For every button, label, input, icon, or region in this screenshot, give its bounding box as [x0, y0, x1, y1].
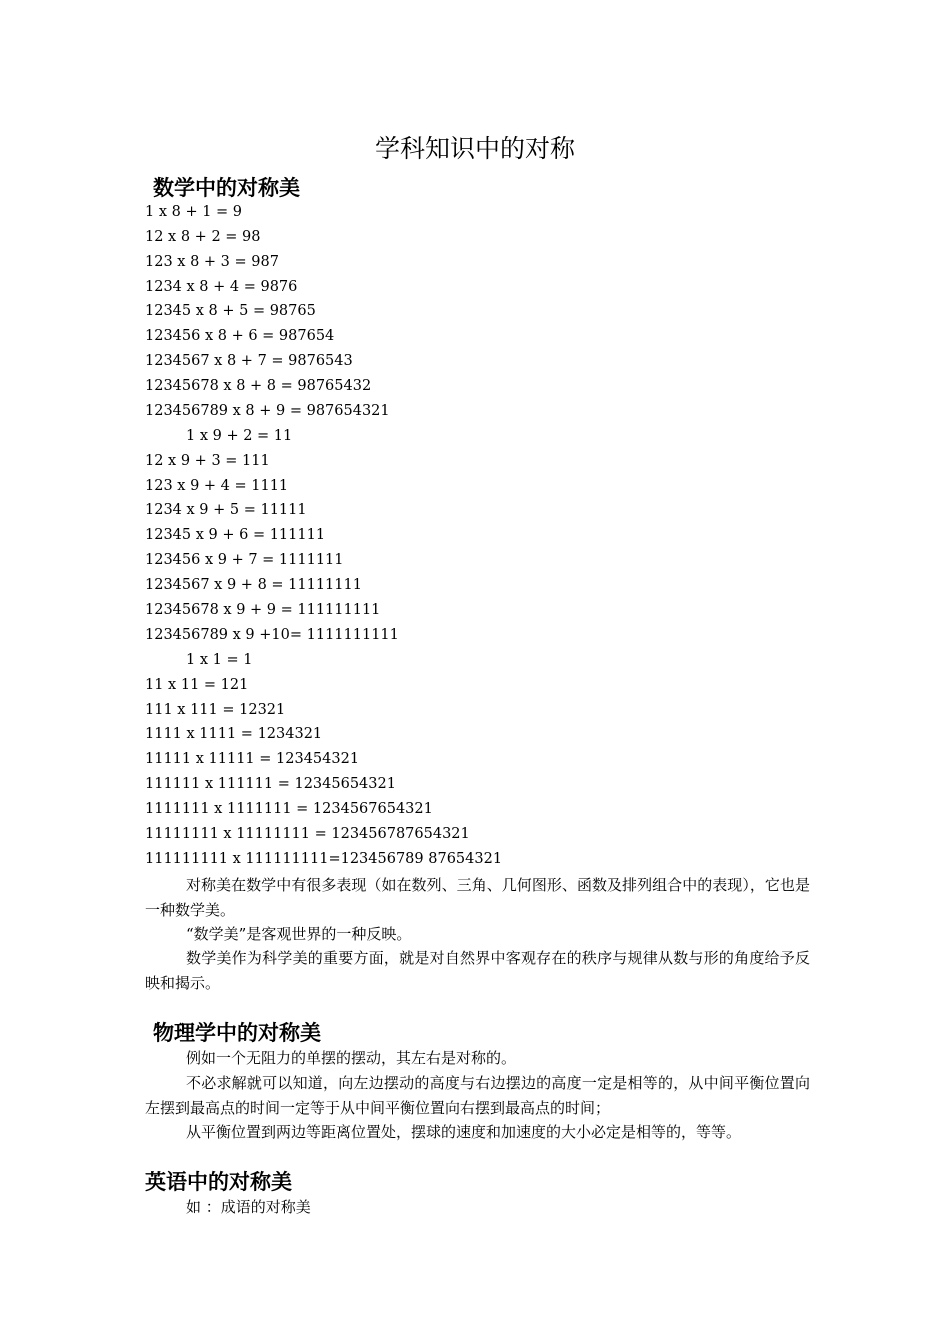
math-paragraph: 对称美在数学中有很多表现（如在数列、三角、几何图形、函数及排列组合中的表现），它也是 一种数学美。 — [145, 876, 810, 919]
equation-line: 123456789 x 9 +10= 1111111111 — [145, 627, 399, 643]
equation-line: 123 x 9 + 4 = 1111 — [145, 478, 289, 494]
equation-line: 12345678 x 8 + 8 = 98765432 — [145, 378, 372, 394]
physics-paragraph: 从平衡位置到两边等距离位置处，摆球的速度和加速度的大小必定是相等的，等等。 — [186, 1123, 742, 1141]
equation-line: 12345 x 9 + 6 = 111111 — [145, 527, 326, 543]
physics-heading: 物理学中的对称美 — [153, 1021, 321, 1045]
equation-line: 123456 x 8 + 6 = 987654 — [145, 328, 335, 344]
equation-line: 1111 x 1111 = 1234321 — [145, 726, 323, 742]
equation-line: 1 x 9 + 2 = 11 — [186, 428, 293, 444]
document-title: 学科知识中的对称 — [374, 134, 575, 163]
equation-line: 123456789 x 8 + 9 = 987654321 — [145, 403, 390, 419]
english-paragraph: 如 ：成语的对称美 — [186, 1198, 311, 1216]
math-paragraph: 数学美作为科学美的重要方面，就是对自然界中客观存在的秩序与规律从数与形的角度给予反映和揭示。 — [145, 949, 810, 992]
equation-line: 1 x 8 + 1 = 9 — [145, 204, 243, 220]
equation-line: 111 x 111 = 12321 — [145, 702, 286, 718]
math-heading: 数学中的对称美 — [153, 176, 300, 200]
equation-line: 1234567 x 8 + 7 = 9876543 — [145, 353, 353, 369]
equation-line: 11111 x 11111 = 123454321 — [145, 751, 360, 767]
english-heading: 英语中的对称美 — [145, 1170, 292, 1194]
equation-line: 123456 x 9 + 7 = 1111111 — [145, 552, 344, 568]
equation-line: 12 x 8 + 2 = 98 — [145, 229, 261, 245]
physics-paragraph: 例如一个无阻力的单摆的摆动，其左右是对称的。 — [186, 1049, 517, 1067]
equation-line: 12345678 x 9 + 9 = 111111111 — [145, 602, 381, 618]
equation-line: 1234567 x 9 + 8 = 11111111 — [145, 577, 362, 593]
equation-line: 111111 x 111111 = 12345654321 — [145, 776, 396, 792]
equation-line: 11 x 11 = 121 — [145, 677, 249, 693]
physics-paragraph: 不必求解就可以知道，向左边摆动的高度与右边摆边的高度一定是相等的，从中间平衡位置向左摆到最高点的时间一定等于从中间平衡位置向右摆到最高点的时间； — [145, 1074, 810, 1117]
equation-line: 1 x 1 = 1 — [186, 652, 253, 668]
equation-line: 1234 x 8 + 4 = 9876 — [145, 279, 298, 295]
equation-line: 11111111 x 11111111 = 123456787654321 — [145, 826, 470, 842]
equation-line: 12345 x 8 + 5 = 98765 — [145, 303, 316, 319]
math-paragraph: “数学美”是客观世界的一种反映。 — [186, 925, 412, 943]
equation-line: 1111111 x 1111111 = 1234567654321 — [145, 801, 433, 817]
equation-line: 123 x 8 + 3 = 987 — [145, 254, 279, 270]
equation-line: 111111111 x 111111111=123456789 87654321 — [145, 851, 503, 867]
equation-line: 12 x 9 + 3 = 111 — [145, 453, 270, 469]
equation-line: 1234 x 9 + 5 = 11111 — [145, 502, 307, 518]
